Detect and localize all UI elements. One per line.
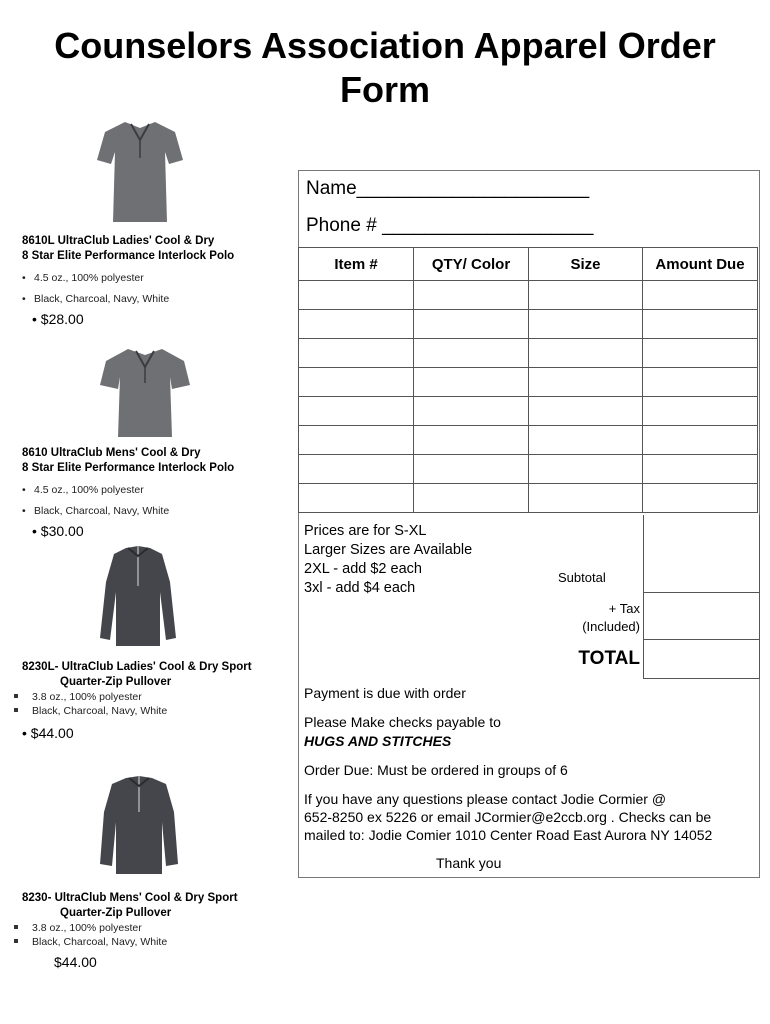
product-4-name-2: Quarter-Zip Pullover (60, 907, 172, 919)
product-4 (22, 891, 292, 921)
total-label: TOTAL (578, 648, 640, 669)
product-3-name-2: Quarter-Zip Pullover (60, 676, 172, 688)
table-row (299, 339, 758, 368)
cell-qty[interactable] (414, 397, 529, 426)
product-2-name-2: 8 Star Elite Performance Interlock Polo (22, 462, 235, 474)
note-2: Larger Sizes are Available (304, 542, 473, 558)
table-row (299, 368, 758, 397)
cell-qty[interactable] (414, 455, 529, 484)
cell-item[interactable] (299, 426, 414, 455)
cell-qty[interactable] (414, 484, 529, 513)
cell-size[interactable] (529, 339, 643, 368)
product-3 (22, 660, 292, 690)
payment-note: Payment is due with order (304, 685, 466, 701)
table-row (299, 310, 758, 339)
contact-info: If you have any questions please contact Jodie Cormier @ 652-8250 ex 5226 or email JCormier@e2ccb.org . Checks can be mailed to: Jodie Comier 1010 Center Road East Aurora NY 14052 (304, 791, 713, 843)
product-1-feature-1: • 4.5 oz., 100% polyester (22, 272, 144, 284)
table-row (299, 484, 758, 513)
cell-qty[interactable] (414, 310, 529, 339)
cell-item[interactable] (299, 339, 414, 368)
cell-qty[interactable] (414, 281, 529, 310)
note-3: 2XL - add $2 each (304, 561, 422, 577)
cell-item[interactable] (299, 281, 414, 310)
product-1-name-2: 8 Star Elite Performance Interlock Polo (22, 250, 235, 262)
col-size: Size (529, 248, 643, 281)
product-2-name-1: 8610 UltraClub Mens' Cool & Dry (22, 447, 201, 459)
cell-size[interactable] (529, 281, 643, 310)
cell-size[interactable] (529, 397, 643, 426)
size-notes (304, 522, 472, 598)
cell-size[interactable] (529, 310, 643, 339)
cell-item[interactable] (299, 310, 414, 339)
payee: HUGS AND STITCHES (304, 733, 452, 749)
col-item: Item # (299, 248, 414, 281)
product-2 (22, 446, 292, 540)
cell-qty[interactable] (414, 339, 529, 368)
product-3-details (14, 690, 284, 742)
product-4-details (14, 921, 284, 971)
ladies-polo-image (95, 118, 185, 226)
thank-you: Thank you (436, 855, 502, 871)
total-box[interactable] (643, 639, 760, 679)
cell-amount[interactable] (643, 397, 758, 426)
tax-box[interactable] (643, 592, 760, 640)
product-1 (22, 234, 292, 328)
cell-item[interactable] (299, 397, 414, 426)
product-2-feature-2: • Black, Charcoal, Navy, White (22, 505, 170, 517)
order-due: Order Due: Must be ordered in groups of 6 (304, 762, 568, 778)
table-row (299, 426, 758, 455)
product-2-price: • $30.00 (32, 523, 84, 539)
product-1-price: • $28.00 (32, 311, 84, 327)
cell-amount[interactable] (643, 339, 758, 368)
cell-qty[interactable] (414, 368, 529, 397)
cell-amount[interactable] (643, 455, 758, 484)
title-line-2: Form (340, 69, 430, 110)
product-4-price: $44.00 (54, 954, 97, 970)
cell-size[interactable] (529, 426, 643, 455)
page-title (0, 24, 770, 112)
subtotal-box[interactable] (643, 515, 760, 593)
order-table (298, 247, 758, 513)
note-4: 3xl - add $4 each (304, 580, 416, 596)
cell-item[interactable] (299, 484, 414, 513)
name-field[interactable]: Name______________________ (306, 178, 590, 199)
subtotal-label: Subtotal (558, 570, 606, 585)
product-4-feature-2: Black, Charcoal, Navy, White (14, 935, 284, 949)
table-row (299, 455, 758, 484)
cell-size[interactable] (529, 368, 643, 397)
product-4-name-1: 8230- UltraClub Mens' Cool & Dry Sport (22, 892, 238, 904)
product-3-price: • $44.00 (22, 725, 74, 741)
cell-amount[interactable] (643, 281, 758, 310)
cell-item[interactable] (299, 368, 414, 397)
ladies-pullover-image (98, 542, 178, 648)
table-row (299, 397, 758, 426)
title-line-1: Counselors Association Apparel Order (54, 25, 716, 66)
cell-amount[interactable] (643, 426, 758, 455)
phone-field[interactable]: Phone # ____________________ (306, 215, 594, 236)
mens-pullover-image (100, 772, 178, 876)
product-1-feature-2: • Black, Charcoal, Navy, White (22, 293, 170, 305)
product-3-name-1: 8230L- UltraClub Ladies' Cool & Dry Sport (22, 661, 252, 673)
product-4-feature-1: 3.8 oz., 100% polyester (14, 921, 284, 935)
cell-amount[interactable] (643, 368, 758, 397)
order-table-header (299, 248, 758, 281)
product-3-feature-1: 3.8 oz., 100% polyester (14, 690, 284, 704)
cell-qty[interactable] (414, 426, 529, 455)
tax-label: + Tax (Included) (582, 601, 640, 634)
cell-amount[interactable] (643, 484, 758, 513)
cell-amount[interactable] (643, 310, 758, 339)
product-3-feature-2: Black, Charcoal, Navy, White (14, 704, 284, 718)
checks-note: Please Make checks payable to (304, 714, 501, 730)
cell-size[interactable] (529, 484, 643, 513)
cell-item[interactable] (299, 455, 414, 484)
product-2-feature-1: • 4.5 oz., 100% polyester (22, 484, 144, 496)
col-amount: Amount Due (643, 248, 758, 281)
product-1-name-1: 8610L UltraClub Ladies' Cool & Dry (22, 235, 215, 247)
col-qty-color: QTY/ Color (414, 248, 529, 281)
note-1: Prices are for S-XL (304, 523, 427, 539)
cell-size[interactable] (529, 455, 643, 484)
mens-polo-image (100, 345, 190, 440)
table-row (299, 281, 758, 310)
